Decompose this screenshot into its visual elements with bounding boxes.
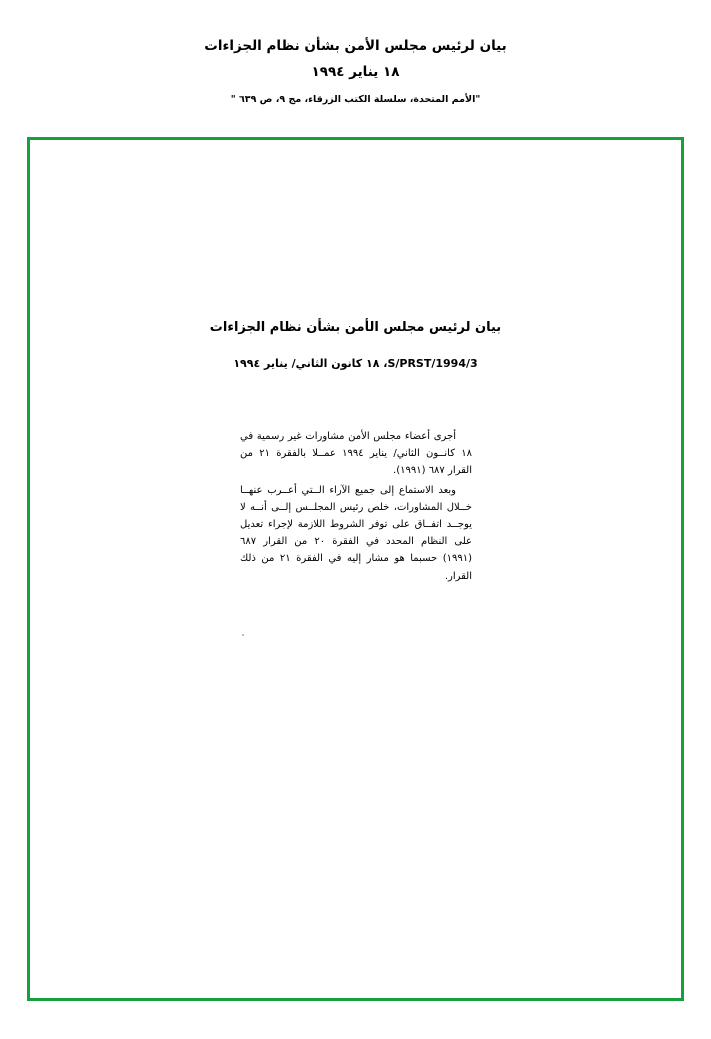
paragraph-2: وبعد الاستماع إلى جميع الآراء الــتي أعــرب عنهــا خــلال المشاورات، خلص رئيس المجلــس إلــى أنــه لا يوجــد اتفــاق على توفر الشروط اللازمة لإجراء تعديل على النظام المحدد في الفقرة ٢٠ من القرار ٦٨٧ (١٩٩١) حسبما هو مشار إليه في الفقرة ٢١ من ذلك القرار. <box>240 484 472 582</box>
page-border-frame <box>27 137 684 1001</box>
header-title-line-1: بيان لرئيس مجلس الأمن بشأن نظام الجزاءات <box>204 38 507 54</box>
paragraph-1: أجرى أعضاء مجلس الأمن مشاورات غير رسمية في ١٨ كانــون الثاني/ يناير ١٩٩٤ عمــلا بالفقرة ٢١ من القرار ٦٨٧ (١٩٩١). <box>240 431 472 477</box>
page-speck <box>242 634 244 636</box>
page-content-area <box>30 140 681 998</box>
document-header <box>0 0 711 106</box>
header-source-note: "الأمم المتحدة، سلسلة الكتب الزرقاء، مج ٩، ص ٦٣٩ " <box>230 93 481 105</box>
header-title-line-2: ١٨ يناير ١٩٩٤ <box>311 64 400 81</box>
page-title: بيان لرئيس مجلس الأمن بشأن نظام الجزاءات <box>209 320 502 335</box>
document-body <box>240 428 472 585</box>
document-symbol-line: S/PRST/1994/3، ١٨ كانون الثاني/ يناير ١٩٩٤ <box>233 357 478 370</box>
